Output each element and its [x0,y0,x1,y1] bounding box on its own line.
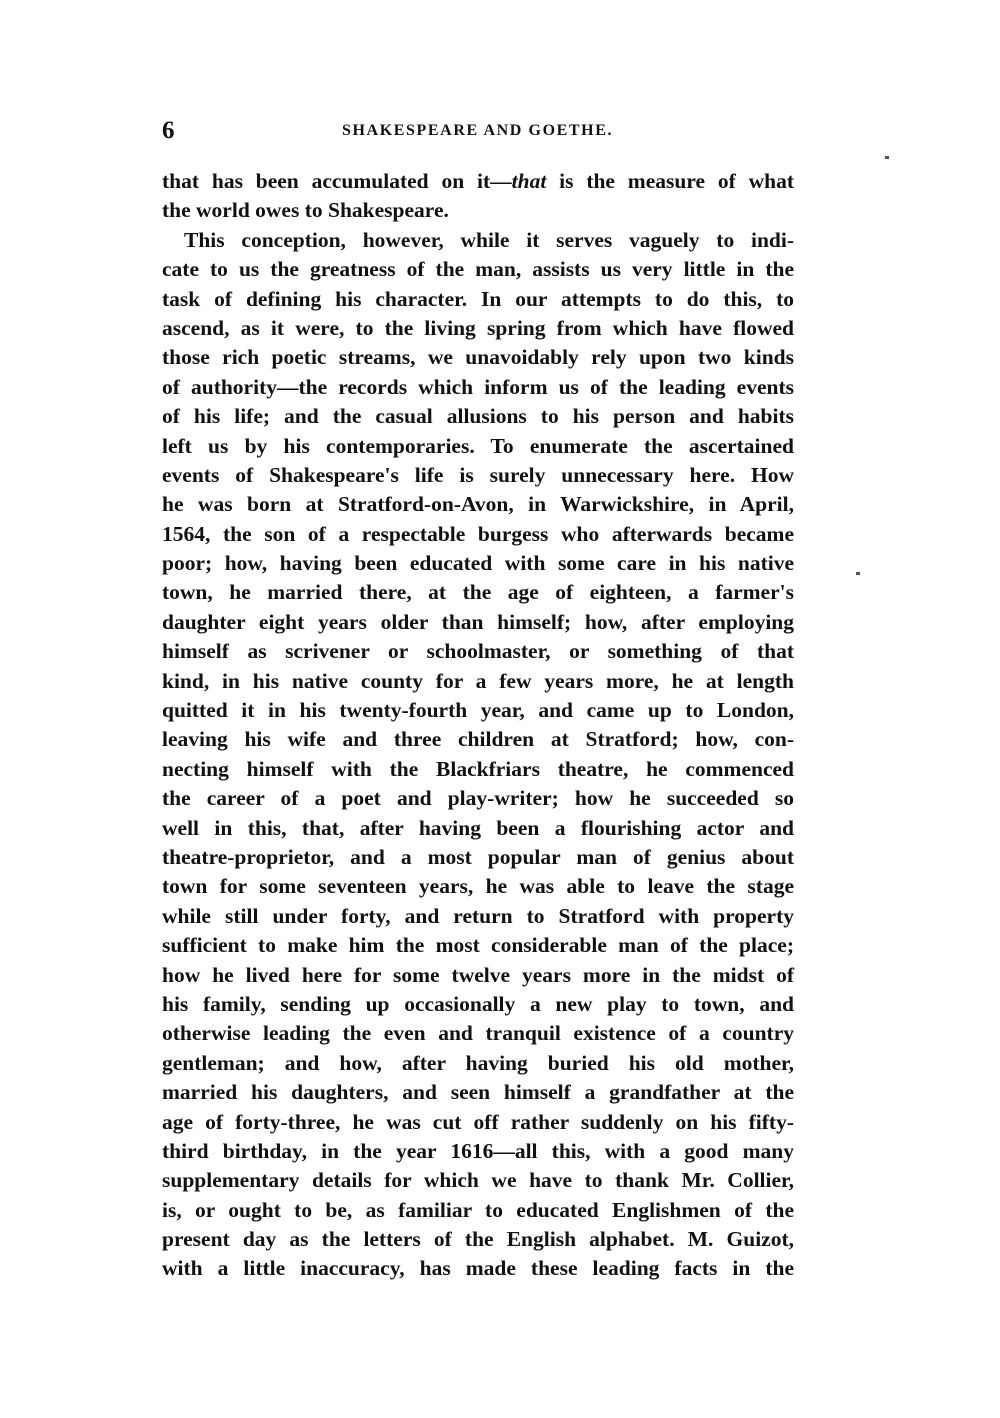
text-line [162,755,794,784]
body-text [162,167,794,1284]
text-line [162,1254,794,1283]
text-line [162,961,794,990]
scan-speck [856,572,860,575]
text-segment: poor; how, having been educated with some care in his native [162,551,794,576]
text-segment: kind, in his native county for a few years more, he at length [162,668,794,693]
text-segment: theatre-proprietor, and a most popular man of genius about [162,844,794,869]
text-line [162,520,794,549]
text-line [162,1196,794,1225]
text-line [162,1019,794,1048]
text-segment: ascend, as it were, to the living spring from which have flowed [162,315,794,340]
text-segment: age of forty-three, he was cut off rather suddenly on his fifty- [162,1109,794,1134]
text-segment: supplementary details for which we have to thank Mr. Collier, [162,1168,794,1193]
text-line [162,1049,794,1078]
text-segment: while still under forty, and return to Stratford with property [162,903,794,928]
text-segment: married his daughters, and seen himself a grandfather at the [162,1080,794,1105]
scan-speck [885,156,889,159]
text-segment: the world owes to Shakespeare. [162,198,449,223]
text-line [162,167,794,196]
text-line [162,432,794,461]
text-segment: himself as scrivener or schoolmaster, or something of that [162,639,794,664]
text-segment: town, he married there, at the age of eighteen, a farmer's [162,580,794,605]
text-line [162,637,794,666]
text-line [162,872,794,901]
text-segment: This conception, however, while it serves vaguely to indi- [184,227,794,252]
text-segment: town for some seventeen years, he was able to leave the stage [162,874,794,899]
text-segment: gentleman; and how, after having buried his old mother, [162,1050,794,1075]
text-line [162,902,794,931]
text-segment: leaving his wife and three children at Stratford; how, con- [162,727,794,752]
text-line [162,255,794,284]
text-line [162,314,794,343]
text-segment: necting himself with the Blackfriars theatre, he commenced [162,756,794,781]
text-segment: cate to us the greatness of the man, assists us very little in the [162,257,794,282]
text-segment: well in this, that, after having been a flourishing actor and [162,815,794,840]
text-segment: task of defining his character. In our attempts to do this, to [162,286,794,311]
text-segment: third birthday, in the year 1616—all this, with a good many [162,1138,794,1163]
text-segment: of authority—the records which inform us of the leading events [162,374,794,399]
text-line [162,549,794,578]
text-segment: is the measure of what [546,169,795,193]
text-line [162,1078,794,1107]
text-line [162,696,794,725]
text-segment: sufficient to make him the most considerable man of the place; [162,933,794,958]
text-line [162,608,794,637]
text-line [162,373,794,402]
text-line [162,725,794,754]
text-segment: with a little inaccuracy, has made these leading facts in the [162,1256,794,1281]
text-segment: quitted it in his twenty-fourth year, and came up to London, [162,698,794,723]
running-title: SHAKESPEARE AND GOETHE. [342,122,614,139]
text-segment: present day as the letters of the English alphabet. M. Guizot, [162,1227,794,1252]
text-line [162,784,794,813]
text-line [162,343,794,372]
italic-text: that [511,169,547,193]
text-line [162,402,794,431]
text-line [162,1137,794,1166]
text-segment: he was born at Stratford-on-Avon, in Warwickshire, in April, [162,492,794,517]
text-segment: otherwise leading the even and tranquil existence of a country [162,1021,794,1046]
text-line [162,578,794,607]
text-line [162,1225,794,1254]
page-number: 6 [162,117,175,144]
text-line [162,461,794,490]
text-segment: the career of a poet and play-writer; how he succeeded so [162,786,794,811]
text-segment: how he lived here for some twelve years more in the midst of [162,962,794,987]
text-segment: those rich poetic streams, we unavoidably rely upon two kinds [162,345,794,370]
text-line [162,1108,794,1137]
text-line [162,196,794,225]
running-head [162,116,802,146]
text-line [162,490,794,519]
text-line [162,814,794,843]
text-line [162,285,794,314]
text-line [162,931,794,960]
text-segment: daughter eight years older than himself; how, after employing [162,609,794,634]
text-segment: of his life; and the casual allusions to his person and habits [162,404,794,429]
text-line [162,990,794,1019]
text-segment: events of Shakespeare's life is surely unnecessary here. How [162,462,794,487]
text-segment: is, or ought to be, as familiar to educated Englishmen of the [162,1197,794,1222]
text-segment: left us by his contemporaries. To enumerate the ascertained [162,433,794,458]
text-line [162,843,794,872]
text-line [162,667,794,696]
text-line [162,226,794,255]
text-segment: that has been accumulated on it— [162,169,512,193]
text-line [162,1166,794,1195]
text-segment: his family, sending up occasionally a new play to town, and [162,991,794,1016]
text-segment: 1564, the son of a respectable burgess who afterwards became [162,521,794,546]
